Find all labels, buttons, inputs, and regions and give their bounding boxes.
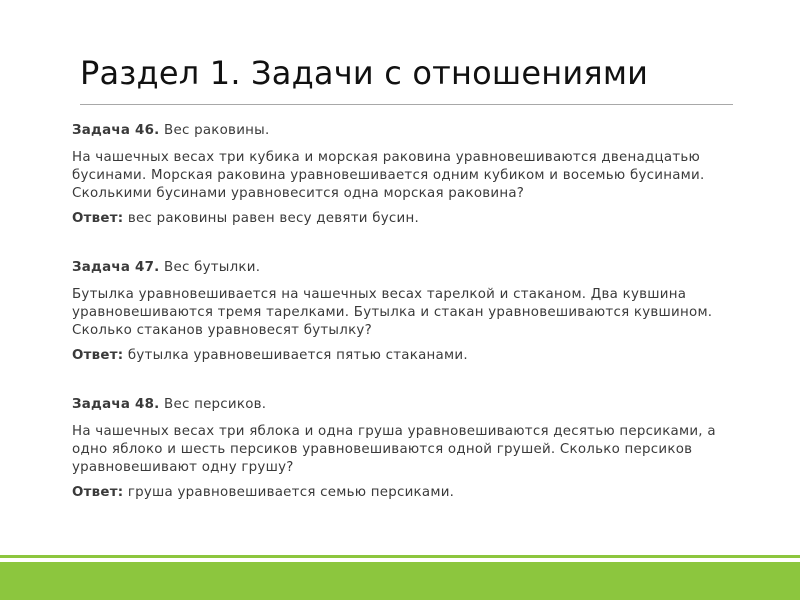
task-answer bbox=[72, 484, 732, 502]
task-name: Вес раковины. bbox=[159, 123, 270, 138]
slide-content bbox=[72, 122, 732, 502]
title-divider bbox=[80, 104, 733, 105]
task-48 bbox=[72, 396, 732, 502]
task-answer bbox=[72, 347, 732, 365]
footer-accent-bar bbox=[0, 562, 800, 600]
task-text: Бутылка уравновешивается на чашечных весах тарелкой и стаканом. Два кувшина уравновешиваются тремя тарелками. Бутылка и стакан уравновешиваются кувшином. Сколько стаканов уравновесят бутылку? bbox=[72, 287, 713, 338]
task-name: Вес персиков. bbox=[159, 397, 267, 412]
task-text: На чашечных весах три яблока и одна груша уравновешиваются десятью персиками, а одно яблоко и шесть персиков уравновешиваются одной грушей. Сколько персиков уравновешивают одну грушу? bbox=[72, 424, 716, 475]
task-heading bbox=[72, 259, 732, 277]
task-text: На чашечных весах три кубика и морская раковина уравновешиваются двенадцатью бусинами. Морская раковина уравновешивается одним кубиком и восемью бусинами. Сколькими бусинами уравновесится одна морская раковина? bbox=[72, 150, 705, 201]
answer-text: вес раковины равен весу девяти бусин. bbox=[123, 211, 419, 226]
task-number: Задача 48. bbox=[72, 397, 160, 412]
footer-accent-line bbox=[0, 555, 800, 558]
slide-title: Раздел 1. Задачи с отношениями bbox=[80, 54, 649, 92]
answer-label: Ответ: bbox=[72, 211, 124, 226]
task-answer bbox=[72, 210, 732, 228]
task-name: Вес бутылки. bbox=[159, 260, 261, 275]
answer-text: бутылка уравновешивается пятью стаканами. bbox=[123, 348, 468, 363]
task-47 bbox=[72, 259, 732, 365]
answer-label: Ответ: bbox=[72, 348, 124, 363]
answer-label: Ответ: bbox=[72, 485, 124, 500]
task-46 bbox=[72, 122, 732, 228]
task-number: Задача 46. bbox=[72, 123, 160, 138]
task-heading bbox=[72, 396, 732, 414]
task-number: Задача 47. bbox=[72, 260, 160, 275]
task-heading bbox=[72, 122, 732, 140]
answer-text: груша уравновешивается семью персиками. bbox=[123, 485, 455, 500]
